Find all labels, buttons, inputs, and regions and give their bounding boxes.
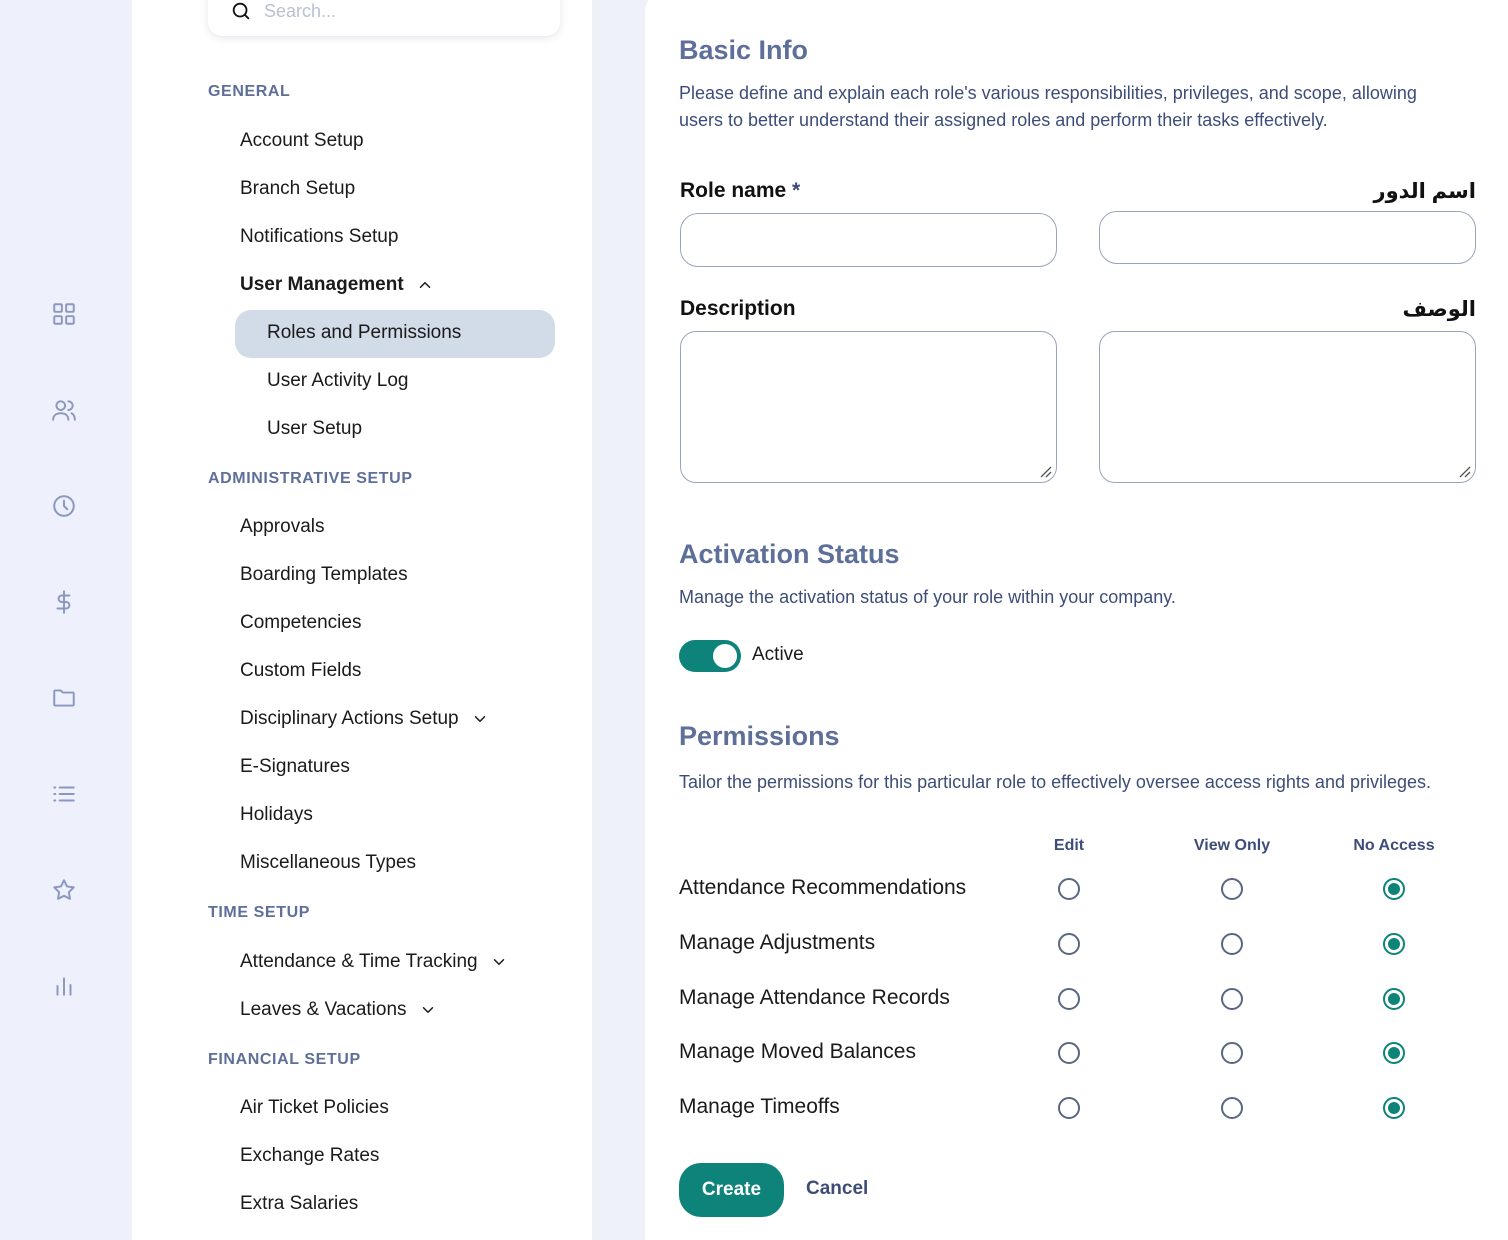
nav-item-label: Attendance & Time Tracking (240, 951, 478, 972)
nav-item-account-setup[interactable]: Account Setup (240, 130, 364, 151)
permission-name: Manage Moved Balances (679, 1040, 916, 1063)
nav-item-leaves-vacations[interactable] (240, 999, 437, 1021)
settings-nav (132, 0, 592, 1240)
activation-status-description: Manage the activation status of your role within your company. (679, 587, 1176, 607)
nav-item-extra-salaries[interactable]: Extra Salaries (240, 1193, 359, 1214)
active-toggle[interactable] (679, 640, 741, 672)
role-name-label-text: Role name (680, 179, 787, 202)
role-name-label (680, 179, 800, 203)
search-input[interactable] (264, 1, 544, 22)
radio-no-access[interactable] (1383, 933, 1405, 955)
radio-edit[interactable] (1058, 933, 1080, 955)
cancel-button[interactable]: Cancel (806, 1178, 869, 1199)
section-administrative: ADMINISTRATIVE SETUP (208, 470, 413, 487)
permissions-title: Permissions (679, 721, 840, 751)
active-label: Active (752, 644, 804, 665)
nav-item-boarding-templates[interactable]: Boarding Templates (240, 564, 408, 585)
dollar-icon[interactable] (40, 578, 88, 626)
description-ar-label: الوصف (1402, 298, 1476, 321)
section-general: GENERAL (208, 83, 291, 100)
nav-item-user-setup[interactable]: User Setup (267, 418, 363, 439)
bar-chart-icon[interactable] (40, 962, 88, 1010)
role-name-ar-label: اسم الدور (1373, 180, 1476, 203)
nav-item-attendance-time-tracking[interactable] (240, 951, 508, 973)
basic-info-title: Basic Info (679, 35, 809, 65)
radio-view-only[interactable] (1221, 1097, 1243, 1119)
nav-item-exchange-rates[interactable]: Exchange Rates (240, 1145, 380, 1166)
radio-edit[interactable] (1058, 988, 1080, 1010)
description-label: Description (680, 297, 796, 320)
permission-name: Manage Attendance Records (679, 986, 950, 1009)
grid-icon[interactable] (40, 290, 88, 338)
create-button[interactable]: Create (679, 1163, 784, 1217)
search-box[interactable] (208, 0, 560, 36)
nav-item-competencies[interactable]: Competencies (240, 612, 362, 633)
permission-name: Attendance Recommendations (679, 876, 967, 899)
radio-no-access[interactable] (1383, 988, 1405, 1010)
radio-no-access[interactable] (1383, 1042, 1405, 1064)
radio-view-only[interactable] (1221, 933, 1243, 955)
search-icon (230, 0, 252, 22)
chevron-down-icon (419, 1001, 437, 1019)
column-view-only: View Only (1193, 837, 1271, 854)
radio-edit[interactable] (1058, 878, 1080, 900)
users-icon[interactable] (40, 386, 88, 434)
column-edit: Edit (1053, 837, 1085, 854)
radio-no-access[interactable] (1383, 878, 1405, 900)
nav-item-miscellaneous-types[interactable]: Miscellaneous Types (240, 852, 417, 873)
nav-item-user-management[interactable] (240, 274, 434, 296)
radio-no-access[interactable] (1383, 1097, 1405, 1119)
role-name-input[interactable] (680, 213, 1057, 267)
section-time: TIME SETUP (208, 904, 311, 921)
resize-grip-icon[interactable] (1038, 464, 1052, 478)
chevron-down-icon (490, 953, 508, 971)
radio-edit[interactable] (1058, 1097, 1080, 1119)
radio-view-only[interactable] (1221, 988, 1243, 1010)
nav-item-e-signatures[interactable]: E-Signatures (240, 756, 350, 777)
section-financial: FINANCIAL SETUP (208, 1051, 361, 1068)
basic-info-description: Please define and explain each role's various responsibilities, privileges, and scope, allowing users to better understand their assigned roles and perform their tasks effectively. (679, 83, 1417, 130)
nav-item-label: Disciplinary Actions Setup (240, 708, 459, 729)
role-name-ar-input[interactable] (1099, 211, 1476, 264)
column-no-access: No Access (1353, 837, 1435, 854)
nav-item-approvals[interactable]: Approvals (240, 516, 325, 537)
radio-edit[interactable] (1058, 1042, 1080, 1064)
radio-view-only[interactable] (1221, 878, 1243, 900)
chevron-down-icon (471, 710, 489, 728)
nav-item-user-activity-log[interactable]: User Activity Log (267, 370, 409, 391)
nav-item-air-ticket-policies[interactable]: Air Ticket Policies (240, 1097, 389, 1118)
radio-view-only[interactable] (1221, 1042, 1243, 1064)
nav-item-branch-setup[interactable]: Branch Setup (240, 178, 356, 199)
clock-icon[interactable] (40, 482, 88, 530)
folder-icon[interactable] (40, 674, 88, 722)
nav-item-roles-and-permissions[interactable]: Roles and Permissions (267, 322, 462, 343)
list-icon[interactable] (40, 770, 88, 818)
nav-item-custom-fields[interactable]: Custom Fields (240, 660, 362, 681)
nav-item-notifications-setup[interactable]: Notifications Setup (240, 226, 399, 247)
permissions-description: Tailor the permissions for this particular role to effectively oversee access rights and privileges. (679, 772, 1432, 792)
permission-name: Manage Adjustments (679, 931, 876, 954)
required-mark: * (792, 179, 801, 202)
chevron-up-icon (416, 276, 434, 294)
description-ar-textarea[interactable] (1099, 331, 1476, 483)
nav-item-disciplinary-actions-setup[interactable] (240, 708, 489, 730)
toggle-knob (713, 644, 737, 668)
nav-item-holidays[interactable]: Holidays (240, 804, 313, 825)
permission-name: Manage Timeoffs (679, 1095, 840, 1118)
star-icon[interactable] (40, 866, 88, 914)
nav-item-label: User Management (240, 274, 404, 295)
description-textarea[interactable] (680, 331, 1057, 483)
nav-item-label: Leaves & Vacations (240, 999, 407, 1020)
activation-status-title: Activation Status (679, 539, 900, 569)
icon-rail (0, 0, 128, 1240)
resize-grip-icon[interactable] (1457, 464, 1471, 478)
